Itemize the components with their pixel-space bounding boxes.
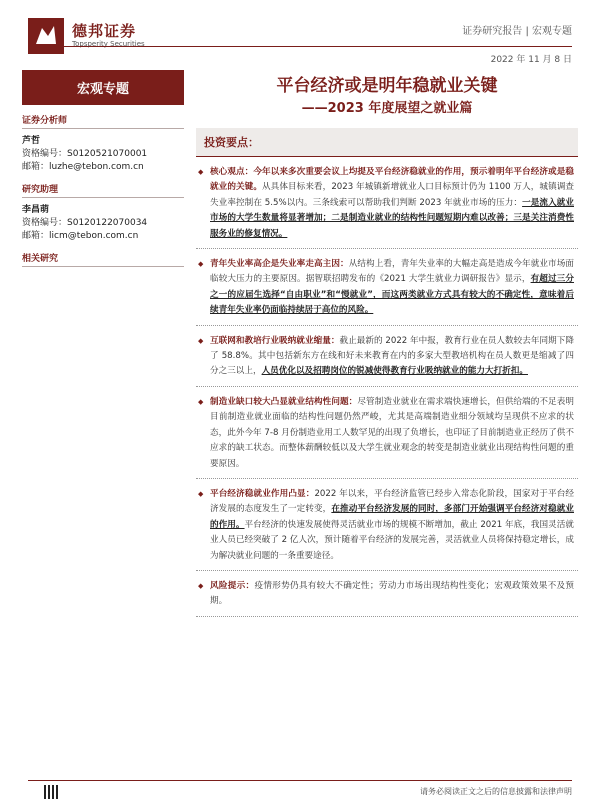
bullet-emphasis: 在推动平台经济发展的同时，多部门开始强调平台经济对稳就业的作用。 — [210, 504, 574, 530]
keypoint-manufacturing-gap — [196, 387, 578, 479]
keypoint-core-view — [196, 157, 578, 249]
keypoints-heading: 投资要点： — [196, 128, 578, 157]
analyst-block — [22, 135, 184, 174]
bullet-emphasis: 人员优化以及招聘岗位的锐减使得教育行业吸纳就业的能力大打折扣。 — [261, 366, 528, 377]
analyst-heading: 证券分析师 — [22, 113, 184, 129]
footer-divider — [28, 780, 572, 781]
bullet-lead: 青年失业率高企是失业率走高主因： — [210, 259, 349, 270]
logo-mark-icon — [28, 18, 64, 54]
main-content — [196, 70, 578, 617]
company-logo — [28, 18, 178, 54]
logo-text-cn: 德邦证券 — [72, 22, 137, 40]
analyst-email[interactable]: 邮箱：luzhe@tebon.com.cn — [22, 162, 144, 172]
bullet-tail: 平台经济的快速发展使得灵活就业市场的规模不断增加，截止 2021 年底，我国灵活就业人员已经突破了 2 亿人次，预计随着平台经济的发展完善，灵活就业人员将保持稳定增长，成为解决就业问题的一条重要途径。 — [210, 519, 574, 561]
keypoint-platform-economy — [196, 479, 578, 571]
bullet-body: 从具体目标来看，2023 年城镇新增就业人口目标预计仍为 1100 万人，城镇调查失业率控制在 5.5%以内。三条线索可以帮助我们判断 2023 年就业市场的压力： — [210, 182, 574, 208]
assistant-block — [22, 204, 184, 243]
report-date: 2022 年 11 月 8 日 — [490, 55, 572, 65]
bullet-lead: 核心观点：今年以来多次重要会议上均提及平台经济稳就业的作用，预示着明年平台经济或是稳就业的关键。 — [210, 167, 574, 193]
related-research-heading: 相关研究 — [22, 251, 184, 267]
bullet-body: 截止最新的 2022 年中报，教育行业在员人数较去年同期下降了 58.8%。其中包括新东方在线和好未来教育在内的多家大型教培机构在员人数更是缩减了四分之三以上， — [210, 335, 574, 377]
assistant-name: 李昌萌 — [22, 205, 50, 215]
keypoint-youth-unemployment — [196, 249, 578, 326]
bullet-body: 2022 年以来，平台经济监管已经步入常态化阶段，国家对于平台经济发展的态度发生了一定转变， — [210, 488, 574, 515]
bullet-body: 疫情形势仍具有较大不确定性；劳动力市场出现结构性变化；宏观政策效果不及预期。 — [210, 580, 574, 607]
assistant-heading: 研究助理 — [22, 182, 184, 198]
category-banner: 宏观专题 — [22, 70, 184, 105]
report-title: 平台经济或是明年稳就业关键 — [276, 76, 498, 96]
header-divider — [28, 46, 572, 47]
footer-disclaimer: 请务必阅读正文之后的信息披露和法律声明 — [420, 787, 572, 796]
sidebar — [22, 70, 184, 267]
bullet-body: 从结构上看，青年失业率的大幅走高是造成今年就业市场面临较大压力的主要原因。据智联招聘发布的《2021 大学生就业力调研报告》显示， — [210, 259, 574, 285]
keypoint-internet-education — [196, 326, 578, 387]
analyst-cert: 资格编号：S0120521070001 — [22, 149, 148, 159]
qr-code-icon — [44, 785, 58, 799]
report-subtitle: ——2023 年度展望之就业篇 — [301, 101, 473, 116]
logo-text-en: Topsperity Securities — [72, 40, 145, 48]
assistant-cert: 资格编号：S0120122070034 — [22, 218, 148, 228]
bullet-emphasis: 有超过三分之一的应届生选择“自由职业”和“慢就业”，而这两类就业方式具有较大的不确定性，意味着后续青年失业率仍面临持续居于高位的风险。 — [210, 274, 574, 316]
keypoint-risk-warning — [196, 571, 578, 617]
bullet-lead: 制造业缺口较大凸显就业结构性问题： — [210, 396, 358, 407]
bullet-emphasis: 一是流入就业市场的大学生数量将显著增加；二是制造业就业的结构性问题短期内难以改善；三是关注消费性服务业的修复情况。 — [210, 197, 574, 239]
bullet-body: 尽管制造业就业在需求端快速增长，但供给端的不足表明目前制造业就业面临的结构性问题仍然严峻，尤其是高端制造业细分领域均呈现供不应求的状态，此外今年 7-8 月份制造业用工人数罕见的出现了负增长，也印证了目前制造业正经历了供不应求的缺工状态。而整体薪酬较低以及大学生就业观念的转变是制造业就业出现结构性问题的重要原因。 — [210, 396, 574, 469]
bullet-lead: 平台经济稳就业作用凸显： — [210, 488, 315, 499]
bullet-lead: 风险提示： — [210, 580, 255, 591]
assistant-email[interactable]: 邮箱：licm@tebon.com.cn — [22, 231, 139, 241]
analyst-name: 芦哲 — [22, 136, 41, 146]
report-type: 证券研究报告 | 宏观专题 — [462, 26, 572, 37]
bullet-lead: 互联网和教培行业吸纳就业缩量： — [210, 335, 340, 346]
